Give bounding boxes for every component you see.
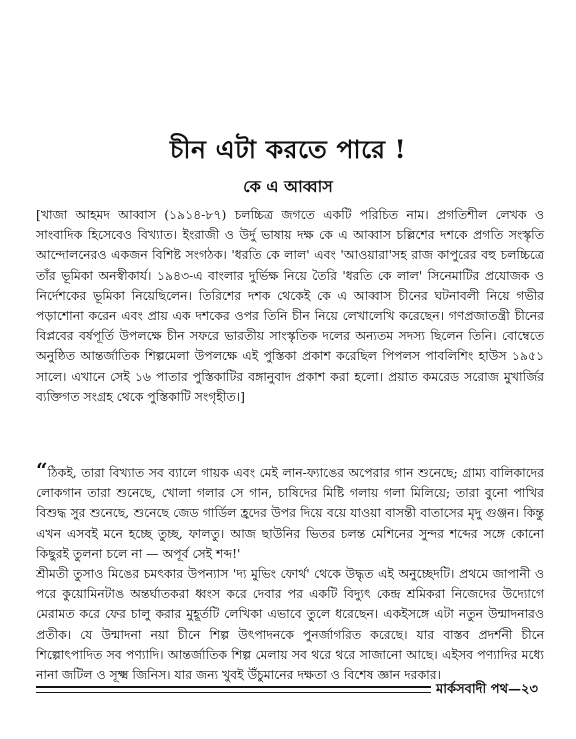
- article-body: [36, 460, 544, 685]
- body-paragraph-1: [36, 460, 544, 564]
- body-paragraph-1-text: ঠিকই, তারা বিখ্যাত সব ব্যালে গায়ক এবং মেই লান-ফ্যাঙের অপেরার গান শুনেছে; গ্রাম্য বালিকাদের লোকগান তারা শুনেছে, খোলা গলার সে গান, চাষিদের মিষ্টি গলায় গলা মিলিয়ে; তারা বুনো পাখির বিশুদ্ধ সুর শুনেছে, শুনেছে জেড গার্ডিল হ্রদের উপর দিয়ে বয়ে যাওয়া বাসন্তী বাতাসের মৃদু গুঞ্জন। কিন্তু এখন এসবই মনে হচ্ছে তুচ্ছ, ফালতু। আজ ছাউনির ভিতর চলন্ত মেশিনের সুন্দর শব্দের সঙ্গে কোনো কিছুরই তুলনা চলে না — অপূর্ব সেই শব্দ!': [36, 465, 544, 561]
- article-title: চীন এটা করতে পারে !: [169, 135, 407, 164]
- opening-quote-mark: “: [36, 458, 48, 482]
- article-author: কে এ আব্বাস: [243, 177, 333, 196]
- footer-rule: [36, 686, 431, 688]
- page-footer-label: মার্কসবাদী পথ—২৩: [436, 682, 538, 697]
- editorial-intro: [খাজা আহমদ আব্বাস (১৯১৪-৮৭) চলচ্চিত্র জগতে একটি পরিচিত নাম। প্রগতিশীল লেখক ও সাংবাদিক হিসেবেও বিখ্যাত। ইংরাজী ও উর্দু ভাষায় দক্ষ কে এ আব্বাস চল্লিশের দশকে প্রগতি সংস্কৃতি আন্দোলনেরও একজন বিশিষ্ট সংগঠক। 'ধরতি কে লাল' এবং 'আওয়ারা'সহ রাজ কাপুরের বহু চলচ্চিত্রে তাঁর ভূমিকা অনস্বীকার্য। ১৯৪৩-এ বাংলার দুর্ভিক্ষ নিয়ে তৈরি 'ধরতি কে লাল' সিনেমাটির প্রযোজক ও নির্দেশকের ভূমিকা নিয়েছিলেন। তিরিশের দশক থেকেই কে এ আব্বাস চীনের ঘটনাবলী নিয়ে গভীর পড়াশোনা করেন এবং প্রায় এক দশকের ওপর তিনি চীন নিয়ে লেখালেখি করেছেন। গণপ্রজাতন্ত্রী চীনের বিপ্লবের বর্ষপূর্তি উপলক্ষে চীন সফরে ভারতীয় সাংস্কৃতিক দলের অন্যতম সদস্য ছিলেন তিনি। বোম্বেতে অনুষ্ঠিত আন্তর্জাতিক শিল্পমেলা উপলক্ষে এই পুস্তিকা প্রকাশ করেছিল পিপলস পাবলিশিং হাউস ১৯৫১ সালে। এখানে সেই ১৬ পাতার পুস্তিকাটির বঙ্গানুবাদ প্রকাশ করা হলো। প্রয়াত কমরেড সরোজ মুখার্জির ব্যক্তিগত সংগ্রহ থেকে পুস্তিকাটি সংগৃহীত।]: [36, 207, 544, 404]
- footer-rule-thin: [36, 692, 431, 693]
- body-paragraph-2: শ্রীমতী তুসাও মিঙের চমৎকার উপন্যাস 'দ্য মুভিং ফোর্থ' থেকে উদ্ধৃত এই অনুচ্ছেদটি। প্রথমে জাপানী ও পরে কুয়োমিনটাঙ অন্তর্ঘাতকরা ধ্বংস করে দেবার পর একটি বিদ্যুৎ কেন্দ্র শ্রমিকরা নিজেদের উদ্যোগে মেরামত করে ফের চালু করার মুহূর্তটি লেখিকা এভাবে তুলে ধরেছেন। একইসঙ্গে এটা নতুন উন্মাদনারও প্রতীক। যে উন্মাদনা নয়া চীনে শিল্প উৎপাদনকে পুনর্জাগরিত করেছে। যার বাস্তব প্রদর্শনী চীনে শিল্পোৎপাদিত সব পণ্যাদি। আন্তর্জাতিক শিল্প মেলায় সব থরে থরে সাজানো আছে। এইসব পণ্যাদির মধ্যে নানা জটিল ও সূক্ষ্ম জিনিস। যার জন্য খুবই উঁচুমানের দক্ষতা ও বিশেষ জ্ঞান দরকার।: [36, 566, 544, 683]
